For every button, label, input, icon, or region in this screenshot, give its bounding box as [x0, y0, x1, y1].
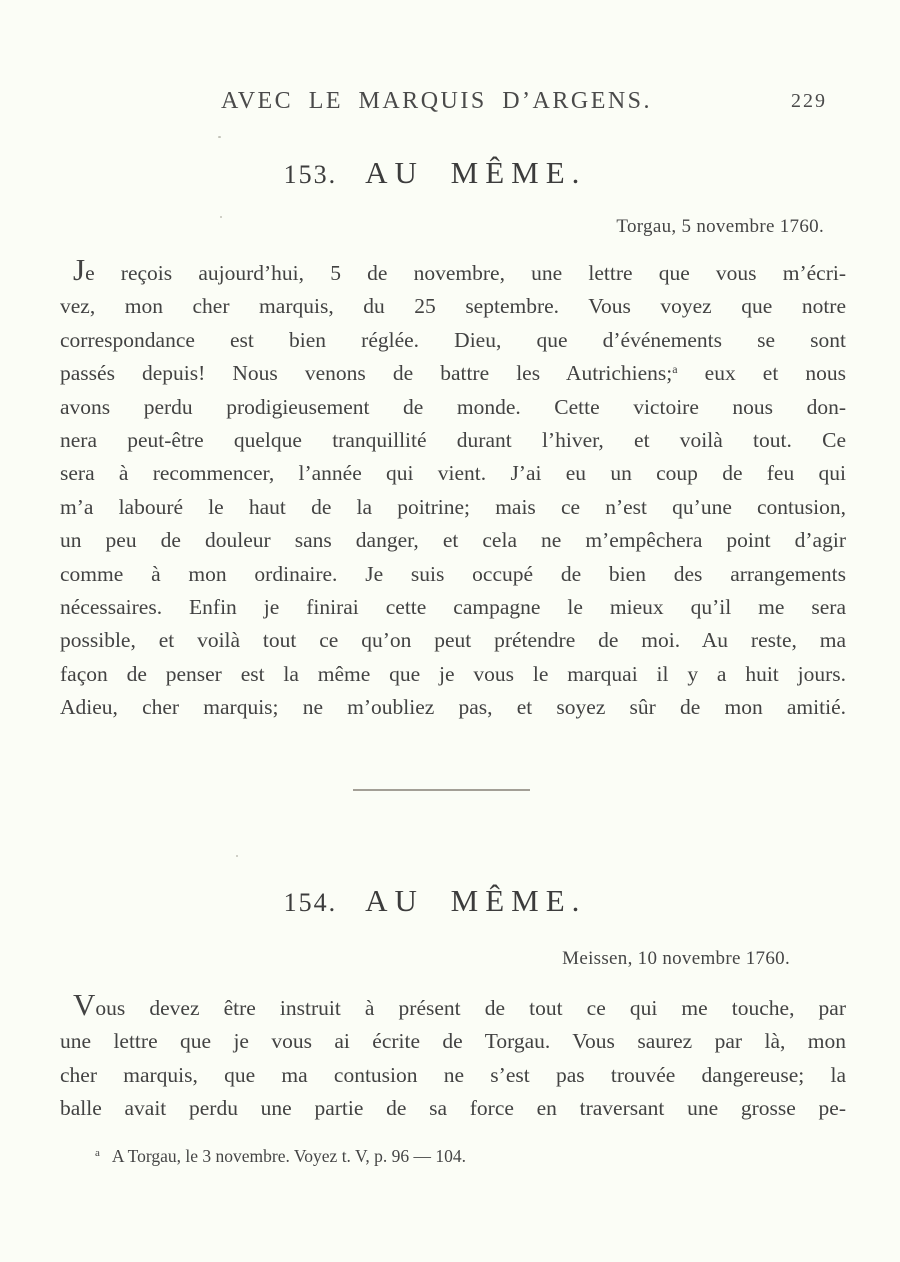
letter-154-dateline: Meissen, 10 novembre 1760. [562, 948, 790, 969]
text-segment: nera peut-être quelque tranquillité durant l’hiver, et voilà tout. Ce [60, 428, 846, 453]
text-segment: m’a labouré le haut de la poitrine; mais ce n’est qu’une contusion, [60, 494, 846, 519]
scan-speck [220, 216, 222, 218]
scan-speck [218, 136, 221, 138]
text-segment: cher marquis, que ma contusion ne s’est pas trouvée dangereuse; la [60, 1062, 846, 1087]
text-line [60, 524, 846, 557]
letter-153-title: AU MÊME. [365, 155, 587, 190]
text-line [60, 591, 846, 624]
text-line [60, 324, 846, 357]
text-segment: possible, et voilà tout ce qu’on peut prétendre de moi. Au reste, ma [60, 628, 846, 653]
text-line [60, 691, 846, 724]
text-line [60, 1059, 846, 1092]
text-line [60, 658, 846, 691]
text-segment: balle avait perdu une partie de sa force en traversant une grosse pe- [60, 1096, 846, 1121]
header-title: AVEC LE MARQUIS D’ARGENS. [220, 88, 653, 114]
running-header [60, 88, 845, 122]
section-divider [353, 789, 530, 791]
text-segment: façon de penser est la même que je vous le marquai il y a huit jours. [60, 661, 846, 686]
initial-capital: V [73, 987, 96, 1022]
text-line [60, 1025, 846, 1058]
text-line [60, 252, 846, 290]
text-segment: eux et nous [677, 361, 846, 386]
text-line [60, 391, 846, 424]
text-line [60, 987, 846, 1025]
footnote-text: A Torgau, le 3 novembre. Voyez t. V, p. 96 — 104. [111, 1146, 467, 1166]
footnote-ref: a [672, 362, 678, 377]
text-line [60, 624, 846, 657]
text-segment: e reçois aujourd’hui, 5 de novembre, une lettre que vous m’écri- [85, 261, 846, 285]
text-line [60, 424, 846, 457]
text-line [60, 1092, 846, 1125]
text-segment: passés depuis! Nous venons de battre les Autrichiens; [60, 361, 673, 386]
initial-capital: J [73, 252, 86, 287]
letter-154-body [60, 987, 846, 1126]
footnote-marker: a [95, 1147, 100, 1159]
text-line [60, 290, 846, 323]
text-segment: vez, mon cher marquis, du 25 septembre. Vous voyez que notre [60, 294, 846, 319]
text-segment: nécessaires. Enfin je finirai cette campagne le mieux qu’il me sera [60, 595, 846, 620]
text-segment: ous devez être instruit à présent de tout ce qui me touche, par [95, 996, 846, 1020]
letter-154-heading [0, 883, 885, 919]
footnote [95, 1146, 466, 1167]
letter-153-body [60, 252, 846, 725]
text-segment: avons perdu prodigieusement de monde. Cette victoire nous don- [60, 394, 846, 419]
text-line [60, 558, 846, 591]
letter-154-title: AU MÊME. [365, 883, 587, 918]
letter-153-dateline: Torgau, 5 novembre 1760. [616, 216, 824, 237]
text-segment: sera à recommencer, l’année qui vient. J’ai eu un coup de feu qui [60, 461, 846, 486]
page-number: 229 [791, 90, 827, 112]
text-segment: Adieu, cher marquis; ne m’oubliez pas, et soyez sûr de mon amitié. [60, 695, 846, 720]
letter-153-number: 153. [283, 160, 338, 189]
text-segment: correspondance est bien réglée. Dieu, que d’événements se sont [60, 327, 846, 352]
text-line [60, 357, 846, 390]
text-segment: un peu de douleur sans danger, et cela ne m’empêchera point d’agir [60, 528, 846, 553]
scan-speck [236, 855, 238, 857]
text-segment: une lettre que je vous ai écrite de Torgau. Vous saurez par là, mon [60, 1029, 846, 1054]
letter-153-heading [0, 155, 885, 191]
text-segment: comme à mon ordinaire. Je suis occupé de bien des arrangements [60, 561, 846, 586]
text-line [60, 457, 846, 490]
letter-154-number: 154. [283, 888, 338, 917]
text-line [60, 491, 846, 524]
